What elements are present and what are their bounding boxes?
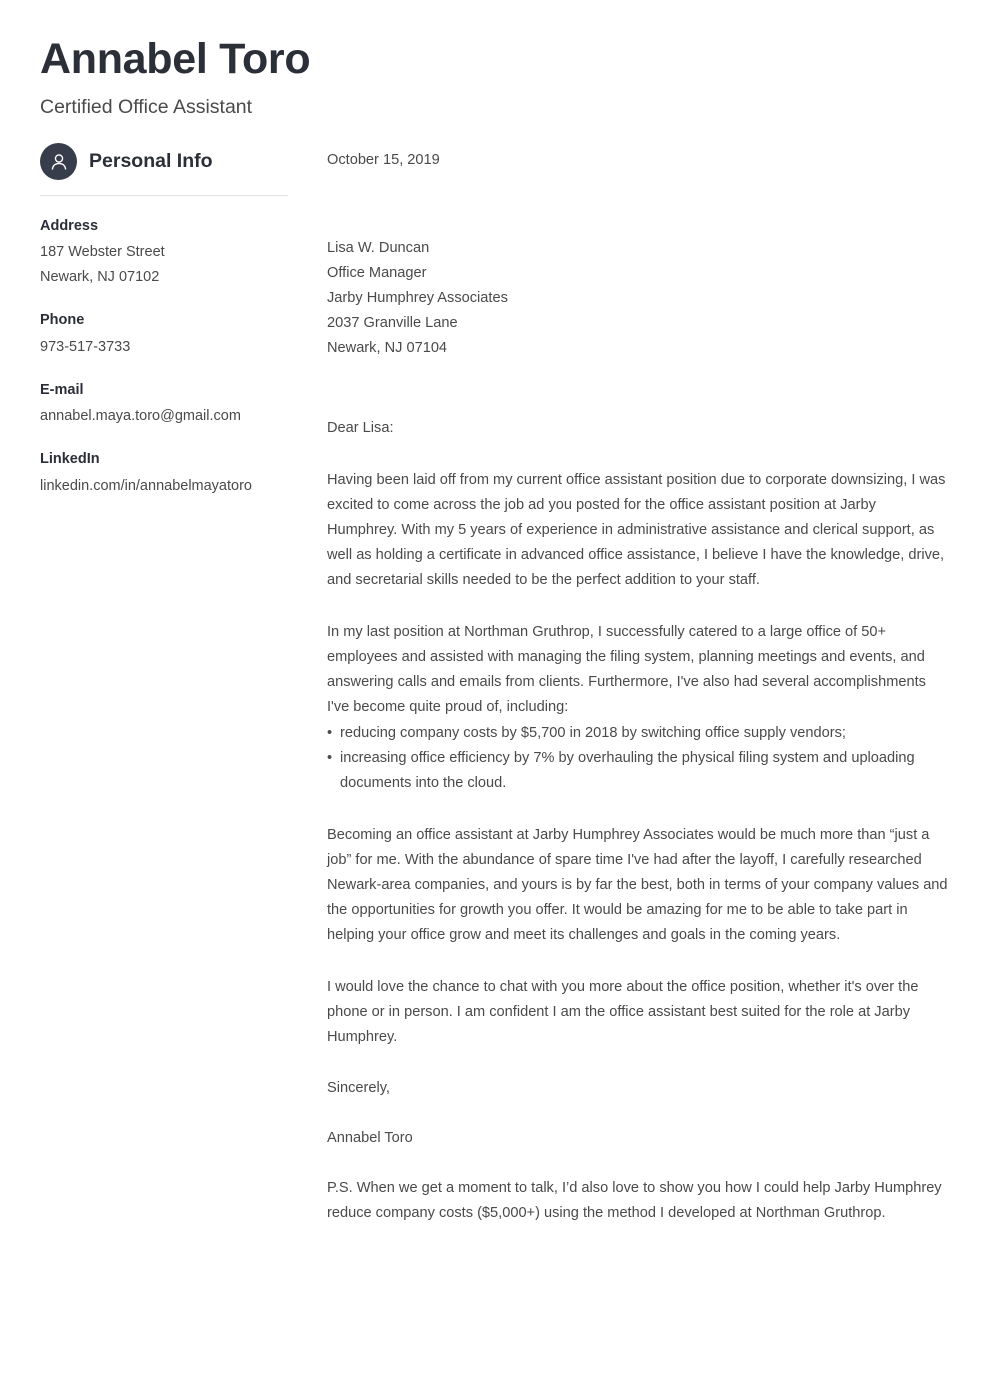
letter-paragraph-1: Having been laid off from my current office assistant position due to corporate downsizing, I was excited to come across the job ad you posted for the office assistant position at Jarby Humphrey. With my 5 years of experience in administrative assistance and clerical support, as well as holding a certificate in advanced office assistance, I believe I have the knowledge, drive, and secretarial skills needed to be the perfect addition to your staff. [327, 471, 946, 589]
info-value-phone: 973-517-3733 [40, 338, 131, 355]
letter-paragraph-4: I would love the chance to chat with you more about the office position, whether it's over the phone or in person. I am confident I am the office assistant best suited for the role at Jarby Humphrey. [327, 979, 919, 1046]
personal-info-sidebar [40, 143, 300, 499]
letter-paragraph-3: Becoming an office assistant at Jarby Humphrey Associates would be much more than “just a job” for me. With the abundance of spare time I've had after the layoff, I carefully researched Newark-area companies, and yours is by far the best, both in terms of your company values and the opportunities for growth you offer. It would be amazing for me to be able to take part in helping your office grow and meet its challenges and goals in the coming years. [327, 826, 948, 944]
info-value-linkedin[interactable]: linkedin.com/in/annabelmayatoro [40, 477, 252, 494]
info-label: Address [40, 218, 99, 234]
letter-signature: Annabel Toro [327, 1129, 413, 1146]
letter-body [327, 148, 949, 1226]
recipient-job-title: Office Manager [327, 265, 427, 282]
letter-header [40, 36, 740, 120]
candidate-job-title: Certified Office Assistant [40, 96, 253, 119]
recipient-name: Lisa W. Duncan [327, 240, 430, 257]
personal-info-title: Personal Info [89, 149, 213, 172]
info-label: Phone [40, 312, 85, 329]
list-item: • increasing office efficiency by 7% by overhauling the physical filing system and uploading documents into the cloud. [327, 746, 949, 796]
recipient-city-state-zip: Newark, NJ 07104 [327, 340, 448, 357]
achievements-list [327, 721, 949, 796]
letter-paragraph-2: In my last position at Northman Gruthrop, I successfully catered to a large office of 50+ employees and assisted with managing the filing system, planning meetings and events, and answering calls and emails from clients. Furthermore, I've also had several accomplishments I've become quite proud of, including: [327, 624, 926, 716]
info-value-email[interactable]: annabel.maya.toro@gmail.com [40, 408, 241, 425]
info-label: E-mail [40, 381, 84, 398]
letter-date: October 15, 2019 [327, 152, 440, 168]
info-field-email [40, 379, 300, 429]
recipient-company: Jarby Humphrey Associates [327, 290, 508, 307]
list-item: • reducing company costs by $5,700 in 2018 by switching office supply vendors; [327, 721, 949, 746]
info-field-linkedin [40, 448, 300, 498]
info-field-phone [40, 309, 300, 359]
sidebar-divider [40, 195, 288, 196]
info-value-city: Newark, NJ 07102 [40, 269, 160, 286]
recipient-address-block [327, 173, 949, 361]
recipient-street: 2037 Granville Lane [327, 315, 458, 332]
candidate-name: Annabel Toro [40, 35, 311, 83]
info-value-street: 187 Webster Street [40, 244, 165, 261]
info-label: LinkedIn [40, 451, 100, 468]
salutation: Dear Lisa: [327, 419, 394, 436]
personal-info-header [40, 143, 300, 180]
letter-postscript: P.S. When we get a moment to talk, I’d also love to show you how I could help Jarby Humphrey reduce company costs ($5,000+) using the method I developed at Northman Gruthrop. [327, 1179, 942, 1221]
info-field-address [40, 215, 300, 290]
person-icon [40, 143, 77, 180]
letter-closing: Sincerely, [327, 1079, 390, 1096]
